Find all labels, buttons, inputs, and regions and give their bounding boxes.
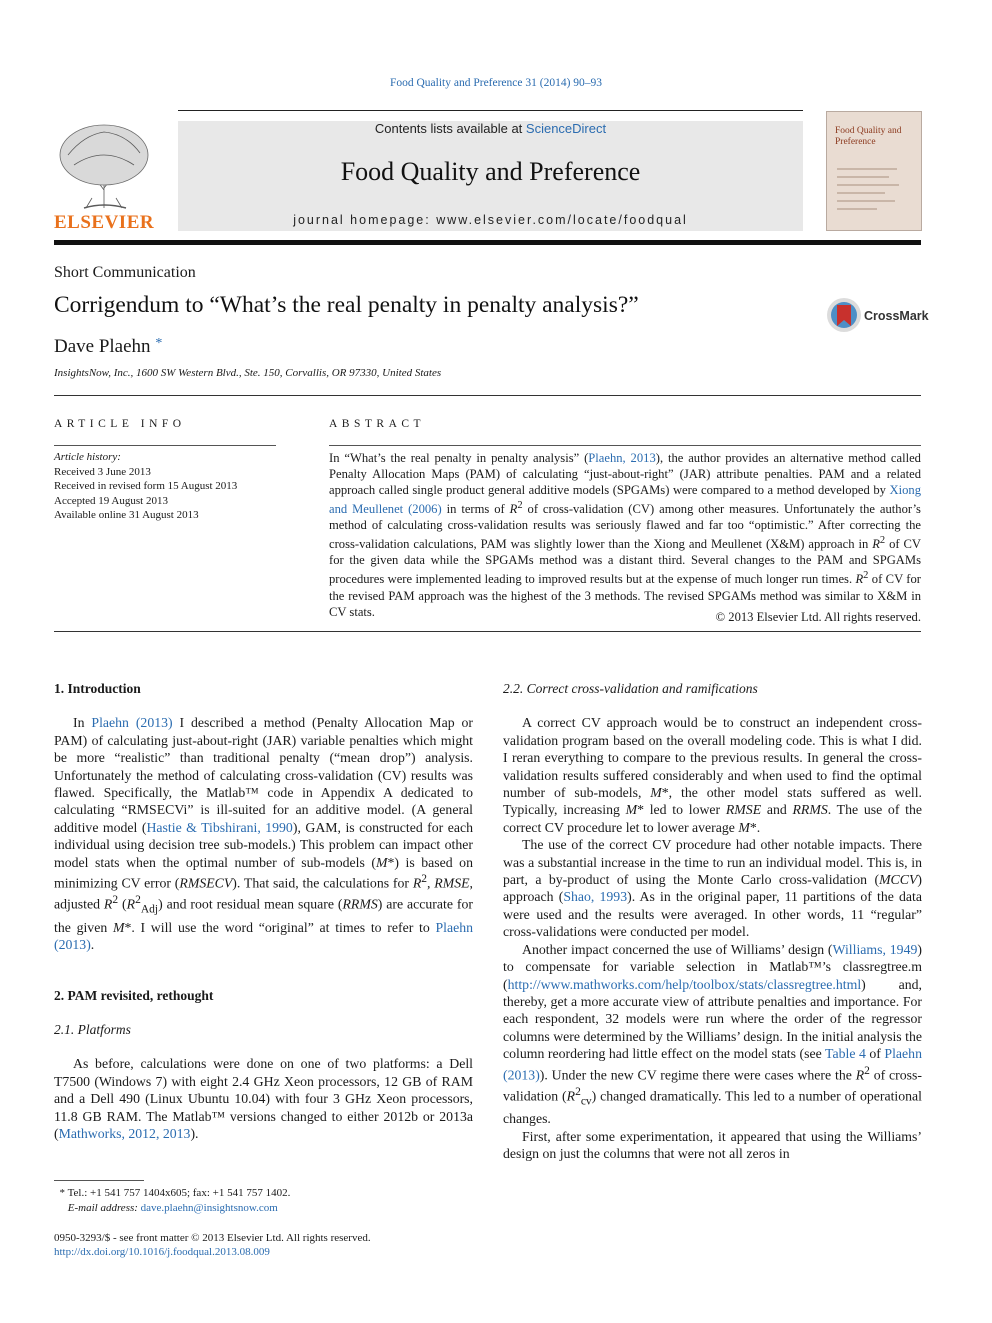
email-label: E-mail address: [67,1202,138,1214]
crossmark-icon[interactable] [826,297,862,333]
journal-reference[interactable]: Food Quality and Preference 31 (2014) 90–93 [389,77,603,89]
ref-xiong-meullenet[interactable]: Xiong and Meullenet (2006) [329,483,921,517]
intro-paragraph: In Plaehn (2013) I described a method (Penalty Allocation Map or PAM) of calculating just-about-right (JAR) variable penalties which might be more “realistic” than traditional penalty (“mean drop”) analysis. Unfortunately the method of calculating cross-validation (CV) results was flawed. Specifically, the Matlab™ code in Appendix A dedicated to calculating “RMSECVi” is ill-suited for an additive model. (A general additive model (Hastie & Tibshirani, 1990), GAM, is constructed for each individual using decision tree sub-models.) This problem can impact other model stats when the optimal number of sub-models (M*) is based on minimizing CV error (RMSECV). That said, the calculations for $R^2$, RMSE, adjusted $R^2$ $(R^2_{Adj})$ and root residual mean square (RRMS) are accurate for the given M*. I will use the word “original” at times to refer to Plaehn (2013). [54,715,474,953]
author-footnote [54,1186,290,1216]
ref-table-4[interactable]: Table 4 [825,1046,866,1062]
section-heading-pam: 2. PAM revisited, rethought [54,987,214,1003]
correct-cv-paragraph-4: First, after some experimentation, it appeared that using the Williams’ design on just the columns that were not all zeros in [503,1128,922,1162]
author-affiliation: InsightsNow, Inc., 1600 SW Western Blvd., Ste. 150, Corvallis, OR 97330, United States [54,367,442,379]
sciencedirect-link[interactable]: ScienceDirect [525,121,607,136]
footnote-phone: Tel.: +1 541 757 1404x605; fax: +1 541 757 1402. [67,1187,291,1199]
history-revised: Received in revised form 15 August 2013 [54,480,238,492]
history-received: Received 3 June 2013 [54,465,151,478]
abstract-copyright: © 2013 Elsevier Ltd. All rights reserved. [715,610,921,624]
ref-shao-1993[interactable]: Shao, 1993 [563,889,628,905]
author-email-link[interactable]: dave.plaehn@insightsnow.com [140,1202,278,1214]
journal-banner [178,121,803,231]
history-label: Article history: [54,451,121,463]
ref-plaehn-2013-inline[interactable]: Plaehn (2013) [91,715,173,731]
body-left-column [54,680,473,1142]
ref-williams-1949[interactable]: Williams, 1949 [832,941,918,957]
history-online: Available online 31 August 2013 [54,509,199,521]
cover-title: Food Quality and Preference [835,126,902,147]
history-accepted: Accepted 19 August 2013 [54,494,168,507]
correct-cv-paragraph-2: The use of the correct CV procedure had other notable impacts. There was a substantial increase in the time to run an individual model. This is, in part, a by-product of using the Monte Carlo cross-validation (MCCV) approach (Shao, 1993). As in the original paper, 11 partitions of the data were used and the results were averaged. In other words, 11 “regular” cross-validations were conducted per model. [503,837,922,940]
author-name: Dave Plaehn * [54,336,163,357]
header-thick-rule [54,240,921,245]
journal-title: Food Quality and Preference [340,157,641,186]
meta-rule [54,395,921,396]
footnote-rule [54,1180,144,1181]
article-info-heading: ARTICLE INFO [54,418,186,430]
issn-line: 0950-3293/$ - see front matter © 2013 Elsevier Ltd. All rights reserved. [54,1232,371,1244]
info-rule [54,445,276,446]
article-type: Short Communication [54,264,196,281]
journal-cover-thumbnail[interactable] [826,111,922,231]
platforms-paragraph: As before, calculations were done on one of two platforms: a Dell T7500 (Windows 7) with eight 2.4 GHz Xeon processors, 12 GB of RAM and a Dell 490 (Linux Ubuntu 10.04) with four 3 GHz Xeon processors, 11.8 GB RAM. The Matlab™ versions changed to either 2012b or 2013a (Mathworks, 2012, 2013). [54,1056,473,1142]
header-top-rule [178,110,803,111]
ref-plaehn-2013-third[interactable]: Plaehn (2013) [503,1046,922,1083]
journal-homepage[interactable]: journal homepage: www.elsevier.com/locate/foodqual [293,213,688,227]
corresponding-author-mark[interactable]: * [155,336,163,351]
ref-mathworks[interactable]: Mathworks, 2012, 2013 [58,1126,191,1142]
correct-cv-paragraph-3: Another impact concerned the use of Williams’ design (Williams, 1949) to compensate for variable selection in Matlab™’s classregtree.m (http://www.mathworks.com/help/toolbox/stats/classregtree.html) and, thereby, get a more accurate view of attribute penalties and importance. For each respondent, 32 models were run where the order of the regressor columns were determined by the Williams’ design. In the initial analysis the column reordering had little effect on the model stats (see Table 4 of Plaehn (2013)). Under the new CV regime there were cases where the $R^2$ of cross-validation $(R^2_{cv})$ changed dramatically. This led to a number of operational changes. [503,941,923,1127]
subsection-heading-correct-cv: 2.2. Correct cross-validation and ramifications [503,681,758,696]
article-history [54,450,237,523]
doi-link[interactable]: http://dx.doi.org/10.1016/j.foodqual.2013.08.009 [54,1246,270,1258]
abstract-rule [329,445,921,446]
article-title: Corrigendum to “What’s the real penalty in penalty analysis?” [54,292,639,318]
ref-classregtree-url[interactable]: http://www.mathworks.com/help/toolbox/stats/classregtree.html [507,976,862,992]
contents-line: Contents lists available at ScienceDirect [374,121,607,136]
abstract-text: In “What’s the real penalty in penalty analysis” (Plaehn, 2013), the author provides an alternative method called Penalty Allocation Maps (PAM) of calculating “just-about-right” (JAR) attribute penalties. PAM and a related approach called single product general additive models (SPGAMs) were compared to a method developed by Xiong and Meullenet (2006) in terms of $R^2$ of cross-validation (CV) among other measures. Unfortunately the author’s method of calculating cross-validation results was seriously flawed and far too “optimistic.” After correcting the cross-validation calculations, PAM was slightly lower than the Xiong and Meullenet (X&M) approach in $R^2$ of CV for the given data while the SPGAMs method was a distant third. Several changes to the PAM and SPGAMs procedures were implemented leading to improved results but at the expense of much longer run times. $R^2$ of CV for the revised PAM approach was the highest of the 3 methods. The revised SPGAMs method was similar to X&M in CV stats. [329,451,921,619]
elsevier-wordmark: ELSEVIER [54,212,155,233]
ref-hastie-tibshirani[interactable]: Hastie & Tibshirani, 1990 [146,819,293,835]
abstract-bottom-rule [54,631,921,632]
subsection-heading-platforms: 2.1. Platforms [54,1022,131,1038]
issn-block [54,1231,371,1259]
section-heading-introduction: 1. Introduction [54,681,141,696]
crossmark-label[interactable]: CrossMark [864,309,929,323]
ref-plaehn-2013-second[interactable]: Plaehn (2013) [54,919,474,953]
abstract-heading: ABSTRACT [329,418,426,430]
correct-cv-paragraph-1: A correct CV approach would be to construct an independent cross-validation program based on the overall modeling code. This is what I did. I reran everything to compare to the previous results. In general the cross-validation results suffered considerably and when used to find the optimal number of sub-models, M*, the other model stats suffered as well. Typically, increasing M* led to lower RMSE and RRMS. The use of the correct CV procedure let to lower average M*. [503,715,922,835]
ref-plaehn-2013[interactable]: Plaehn, 2013 [588,451,656,465]
body-right-column [503,680,922,1163]
footnote-mark: * [59,1187,65,1199]
